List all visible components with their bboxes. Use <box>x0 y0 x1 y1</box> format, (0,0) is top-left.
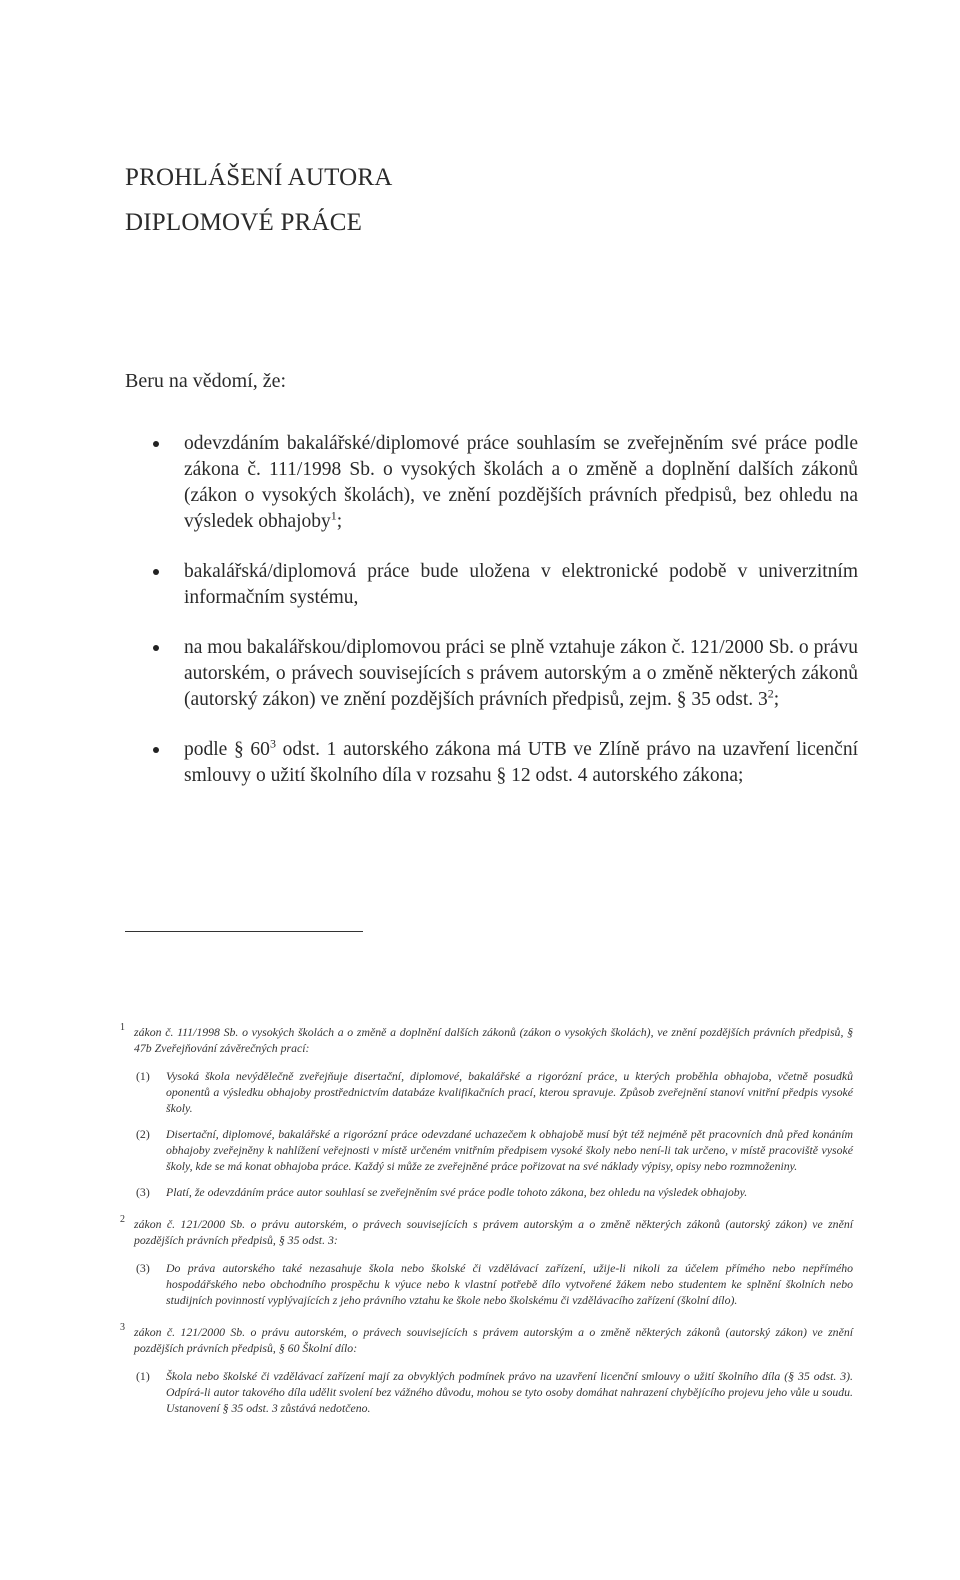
bullet-icon <box>153 569 159 575</box>
paragraph-text: Disertační, diplomové, bakalářské a rigorózní práce odevzdané uchazečem k obhajobě musí být též nejméně pět pracovních dnů před konáním obhajoby zveřejněny k nahlížení veřejnosti v místě určeném vnitřním předpisem vysoké školy nebo není-li tak určeno, v místě pracoviště vysoké školy, kde se má konat obhajoba práce. Každý si může ze zveřejněné práce pořizovat na své náklady výpisy, opisy nebo rozmnoženiny. <box>166 1127 853 1173</box>
paragraph-number: (1) <box>136 1369 150 1383</box>
bullet-icon <box>153 441 159 447</box>
paragraph-text: Škola nebo školské či vzdělávací zařízení mají za obvyklých podmínek právo na uzavření licenční smlouvy o užití školního díla (§ 35 odst. 3). Odpírá-li autor takového díla udělit svolení bez vážného důvodu, mohou se tyto osoby domáhat nahrazení chybějícího projevu jeho vůle u soudu. Ustanovení § 35 odst. 3 zůstává nedotčeno. <box>166 1369 853 1415</box>
bullet-icon <box>153 747 159 753</box>
paragraph-text: Vysoká škola nevýdělečně zveřejňuje disertační, diplomové, bakalářské a rigorózní práce, u kterých proběhla obhajoba, včetně posudků oponentů a výsledku obhajoby prostřednictvím databáze kvalifikačních prací, kterou spravuje. Způsob zveřejnění stanoví vnitřní předpis vysoké školy. <box>166 1069 853 1115</box>
footnote-paragraph <box>122 1184 853 1200</box>
intro-text: Beru na vědomí, že: <box>125 370 287 392</box>
title-line-1: PROHLÁŠENÍ AUTORA <box>125 164 393 191</box>
list-item-text: podle § 60 <box>184 739 270 760</box>
footnote-2 <box>118 1216 853 1308</box>
footnote-mark: 3 <box>120 1322 125 1333</box>
list-item <box>148 737 858 789</box>
footnote-text: zákon č. 111/1998 Sb. o vysokých školách a o změně a doplnění dalších zákonů (zákon o vysokých školách), ve znění pozdějších právních předpisů, § 47b Zveřejňování závěrečných prací: <box>134 1025 853 1055</box>
paragraph-text: Do práva autorského také nezasahuje škola nebo školské či vzdělávací zařízení, užije-li nikoli za účelem přímého nebo nepřímého hospodářského nebo obchodního prospěchu k výuce nebo k vlastní potřebě dílo vytvořené žákem nebo studentem ke splnění školních nebo studijních povinností vyplývajících z jeho právního vztahu ke škole nebo školskému či vzdělávacího zařízení (školní dílo). <box>166 1261 853 1307</box>
list-item-text-end: ; <box>336 511 343 532</box>
footnote-ref: 3 <box>269 736 276 751</box>
list-item <box>148 559 858 611</box>
footnote-ref: 2 <box>767 686 774 701</box>
paragraph-text: Platí, že odevzdáním práce autor souhlasí se zveřejněním své práce podle tohoto zákona, bez ohledu na výsledek obhajoby. <box>166 1185 748 1199</box>
list-item <box>148 635 858 713</box>
list-item <box>148 431 858 535</box>
footnote-paragraph <box>122 1068 853 1116</box>
footnote-3 <box>118 1324 853 1416</box>
list-item-text: odevzdáním bakalářské/diplomové práce souhlasím se zveřejněním své práce podle zákona č. 111/1998 Sb. o vysokých školách a o změně a doplnění dalších zákonů (zákon o vysokých školách), ve znění pozdějších právních předpisů, bez ohledu na výsledek obhajoby <box>184 433 858 532</box>
footnote-paragraph <box>122 1126 853 1174</box>
footnote-paragraph <box>122 1260 853 1308</box>
footnote-text: zákon č. 121/2000 Sb. o právu autorském, o právech souvisejících s právem autorským a o změně některých zákonů (autorský zákon) ve znění pozdějších právních předpisů, § 60 Školní dílo: <box>134 1325 853 1355</box>
bullet-icon <box>153 645 159 651</box>
paragraph-number: (3) <box>136 1185 150 1199</box>
title-line-2: DIPLOMOVÉ PRÁCE <box>125 209 363 236</box>
paragraph-number: (3) <box>136 1261 150 1275</box>
list-item-text: bakalářská/diplomová práce bude uložena v elektronické podobě v univerzitním informačním systému, <box>184 561 858 608</box>
footnote-1 <box>118 1024 853 1200</box>
footnote-ref: 1 <box>330 508 337 523</box>
footnote-text: zákon č. 121/2000 Sb. o právu autorském, o právech souvisejících s právem autorským a o změně některých zákonů (autorský zákon) ve znění pozdějších právních předpisů, § 35 odst. 3: <box>134 1217 853 1247</box>
list-item-text: na mou bakalářskou/diplomovou práci se plně vztahuje zákon č. 121/2000 Sb. o právu autorském, o právech souvisejících s právem autorským a o změně některých zákonů (autorský zákon) ve znění pozdějších právních předpisů, zejm. § 35 odst. 3 <box>184 637 858 710</box>
footnote-paragraph <box>122 1368 853 1416</box>
footnotes <box>118 1024 853 1432</box>
footnote-separator <box>125 931 363 932</box>
footnote-mark: 2 <box>120 1214 125 1225</box>
paragraph-number: (1) <box>136 1069 150 1083</box>
list-item-text-end: odst. 1 autorského zákona má UTB ve Zlíně právo na uzavření licenční smlouvy o užití školního díla v rozsahu § 12 odst. 4 autorského zákona; <box>184 739 859 786</box>
declaration-list <box>148 431 858 813</box>
list-item-text-end: ; <box>773 689 780 710</box>
paragraph-number: (2) <box>136 1127 150 1141</box>
footnote-mark: 1 <box>120 1022 125 1033</box>
